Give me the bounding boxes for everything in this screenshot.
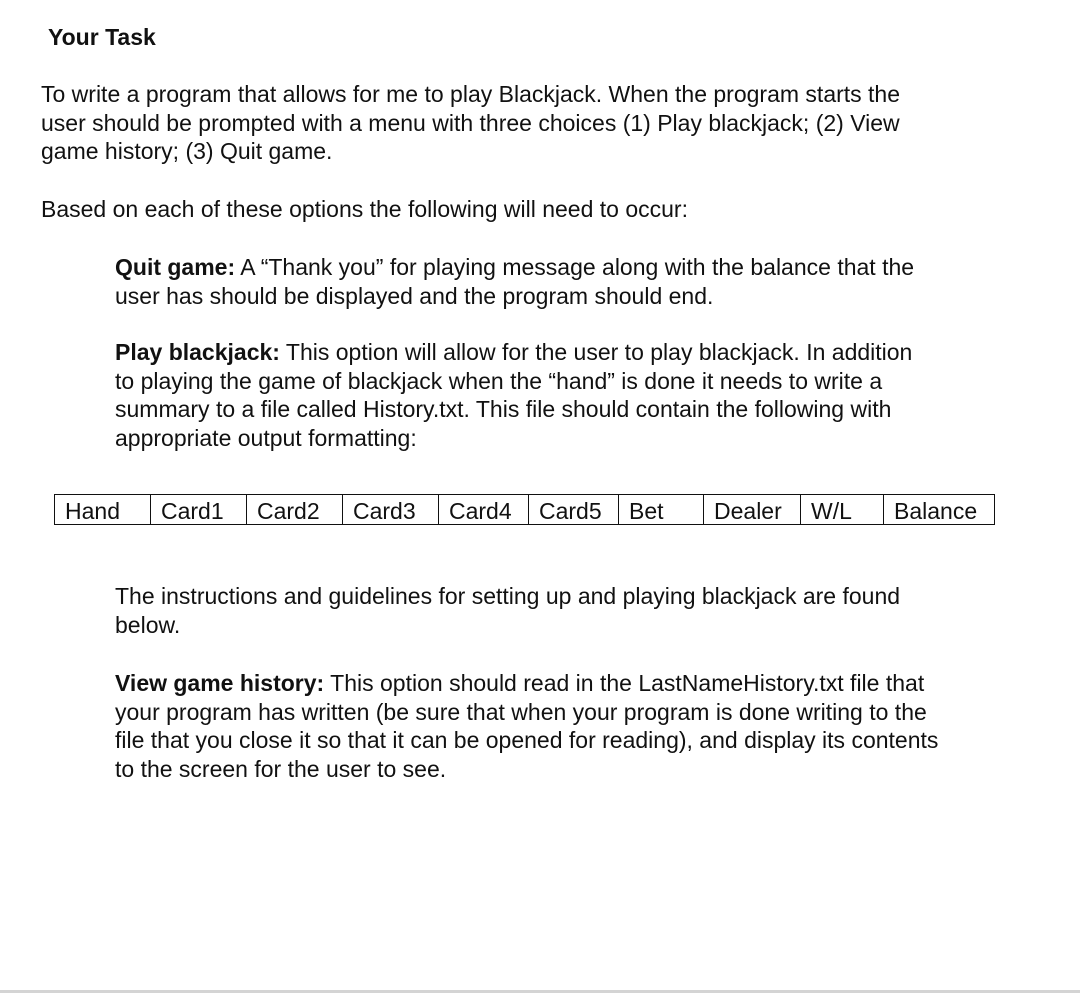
table-cell: Card3 [343,495,439,525]
intro-line: user should be prompted with a menu with three choices (1) Play blackjack; (2) View [41,109,900,136]
view-history-line: file that you close it so that it can be opened for reading), and display its contents [115,727,939,753]
quit-game-line [115,253,914,282]
play-blackjack-paragraph [115,338,912,452]
play-blackjack-label: Play blackjack: [115,339,280,365]
table-cell: Card5 [529,495,619,525]
instructions-paragraph [115,582,900,639]
table-cell: Hand [55,495,151,525]
view-history-line [115,669,938,698]
play-blackjack-line [115,338,912,367]
table-row [55,495,995,525]
table-cell: Bet [619,495,704,525]
page-title: Your Task [48,24,156,50]
intro-paragraph [41,80,900,166]
view-history-label: View game history: [115,670,325,696]
quit-game-paragraph [115,253,914,310]
view-history-line: your program has written (be sure that when your program is done writing to the [115,698,927,725]
quit-game-text: A “Thank you” for playing message along with the balance that the [235,254,915,280]
table-cell: Balance [884,495,995,525]
table-cell: Card2 [247,495,343,525]
intro-line: game history; (3) Quit game. [41,138,333,164]
history-format-table [54,494,995,525]
play-blackjack-text: This option will allow for the user to play blackjack. In addition [279,339,913,365]
table-cell: Card1 [151,495,247,525]
instructions-line: below. [115,611,181,638]
quit-game-label: Quit game: [115,254,236,280]
table-cell: Dealer [704,495,801,525]
play-blackjack-line: summary to a file called History.txt. This file should contain the following with [115,396,892,422]
table-cell: W/L [801,495,884,525]
intro-line: To write a program that allows for me to play Blackjack. When the program starts the [41,81,901,107]
view-history-text: This option should read in the LastNameHistory.txt file that [324,670,925,696]
instructions-line: The instructions and guidelines for setting up and playing blackjack are found [115,583,901,609]
table-cell: Card4 [439,495,529,525]
view-history-line: to the screen for the user to see. [115,755,447,782]
play-blackjack-line: appropriate output formatting: [115,424,417,451]
play-blackjack-line: to playing the game of blackjack when the “hand” is done it needs to write a [115,367,883,394]
options-intro-text: Based on each of these options the following will need to occur: [41,196,688,222]
quit-game-line: user has should be displayed and the program should end. [115,282,714,309]
view-history-paragraph [115,669,938,783]
